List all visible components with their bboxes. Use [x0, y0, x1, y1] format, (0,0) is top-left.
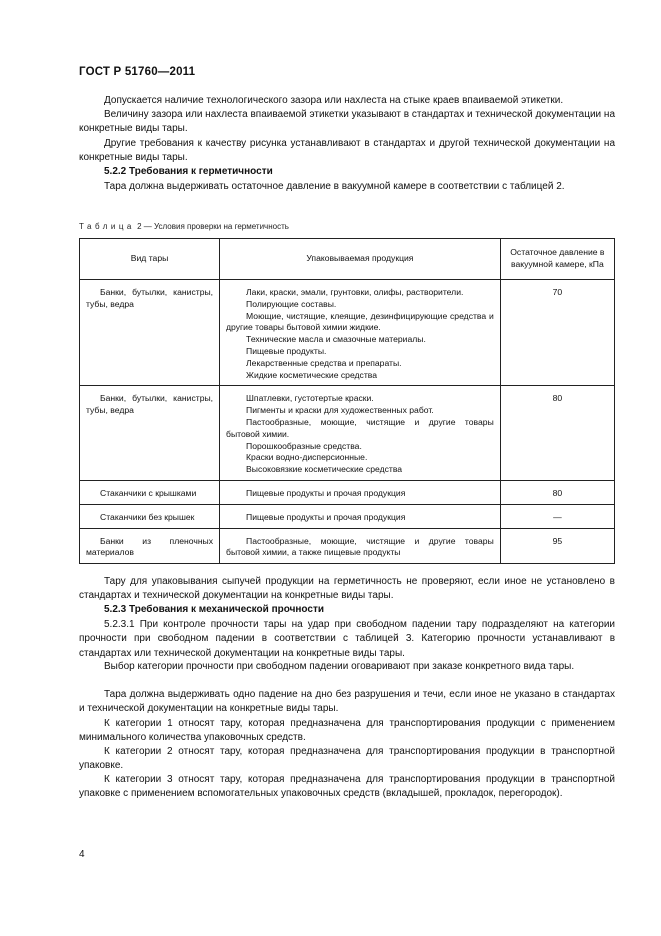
section-5-2-3-paragraph-6: К категории 3 относят тару, которая предназначена для транспортирования продукции в транспортной упаковке с применением вспомогательных упаковочных средств (вкладышей, прокладок, перегородок).: [79, 774, 615, 800]
container-cell: Банки, бутылки, канистры, тубы, ведра: [80, 280, 220, 386]
document-code: ГОСТ Р 51760—2011: [79, 66, 196, 78]
pressure-cell: 95: [500, 528, 614, 564]
intro-paragraph-2: Величину зазора или нахлеста впаиваемой этикетки указывают в стандартах и технической документации на конкретные виды тары.: [79, 109, 615, 135]
after-table-paragraph: Тару для упаковывания сыпучей продукции на герметичность не проверяют, если иное не установлено в стандартах и технической документации на конкретные виды тары.: [79, 576, 615, 602]
header-packaged-product: Упаковываемая продукция: [220, 239, 501, 280]
section-heading-5-2-2: 5.2.2 Требования к герметичности: [104, 166, 273, 177]
table-row: [80, 528, 615, 564]
container-cell: Банки из пленочных материалов: [80, 528, 220, 564]
section-5-2-3-paragraph-4: К категории 1 относят тару, которая предназначена для транспортирования продукции с применением минимального количества упаковочных средств.: [79, 718, 615, 744]
page-number: 4: [79, 849, 85, 860]
section-5-2-3-paragraph-3: Тара должна выдерживать одно падение на дно без разрушения и течи, если иное не указано в стандартах и технической документации на конкретные виды тары.: [79, 689, 615, 715]
pressure-cell: —: [500, 504, 614, 528]
products-cell: Пищевые продукты и прочая продукция: [220, 504, 501, 528]
pressure-cell: 80: [500, 480, 614, 504]
products-cell: Пищевые продукты и прочая продукция: [220, 480, 501, 504]
intro-paragraph-3: Другие требования к качеству рисунка устанавливают в стандартах и другой технической документации на конкретные виды тары.: [79, 138, 615, 164]
table-row: [80, 480, 615, 504]
header-residual-pressure: Остаточное давление в вакуумной камере, кПа: [500, 239, 614, 280]
section-5-2-3-paragraph-5: К категории 2 относят тару, которая предназначена для транспортирования продукции в транспортной упаковке.: [79, 746, 615, 772]
products-cell: Пастообразные, моющие, чистящие и другие товары бытовой химии, а также пищевые продукты: [220, 528, 501, 564]
section-heading-5-2-3: 5.2.3 Требования к механической прочности: [104, 604, 325, 615]
container-cell: Стаканчики с крышками: [80, 480, 220, 504]
table-header-row: [80, 239, 615, 280]
products-cell: Лаки, краски, эмали, грунтовки, олифы, растворители. Полирующие составы. Моющие, чистящие, клеящие, дезинфицирующие средства и другие товары бытовой химии жидкие. Технические масла и смазочные материалы. Пищевые продукты. Лекарственные средства и препараты. Жидкие косметические средства: [220, 280, 501, 386]
products-cell: Шпатлевки, густотертые краски. Пигменты и краски для художественных работ. Пастообразные, моющие, чистящие и другие товары бытовой химии. Порошкообразные средства. Краски водно-дисперсионные. Высоковязкие косметические средства: [220, 386, 501, 481]
table-caption: Таблица 2 — Условия проверки на герметичность: [79, 222, 289, 231]
table-row: [80, 386, 615, 481]
section-5-2-2-text: Тара должна выдерживать остаточное давление в вакуумной камере в соответствии с таблицей 2.: [104, 181, 565, 192]
section-5-2-3-paragraph-2: Выбор категории прочности при свободном падении оговаривают при заказе конкретного вида тары.: [104, 661, 575, 672]
tightness-table: [79, 238, 615, 564]
section-5-2-3-paragraph-1: 5.2.3.1 При контроле прочности тары на удар при свободном падении тару подразделяют на категории прочности при свободном падении в соответствии с таблицей 3. Категорию прочности устанавливают в стандартах или технической документации на конкретные виды тары.: [79, 619, 615, 659]
pressure-cell: 70: [500, 280, 614, 386]
header-container-type: Вид тары: [80, 239, 220, 280]
intro-paragraph-1: Допускается наличие технологического зазора или нахлеста на стыке краев впаиваемой этикетки.: [104, 95, 564, 106]
table-row: [80, 504, 615, 528]
container-cell: Стаканчики без крышек: [80, 504, 220, 528]
table-row: [80, 280, 615, 386]
pressure-cell: 80: [500, 386, 614, 481]
container-cell: Банки, бутылки, канистры, тубы, ведра: [80, 386, 220, 481]
